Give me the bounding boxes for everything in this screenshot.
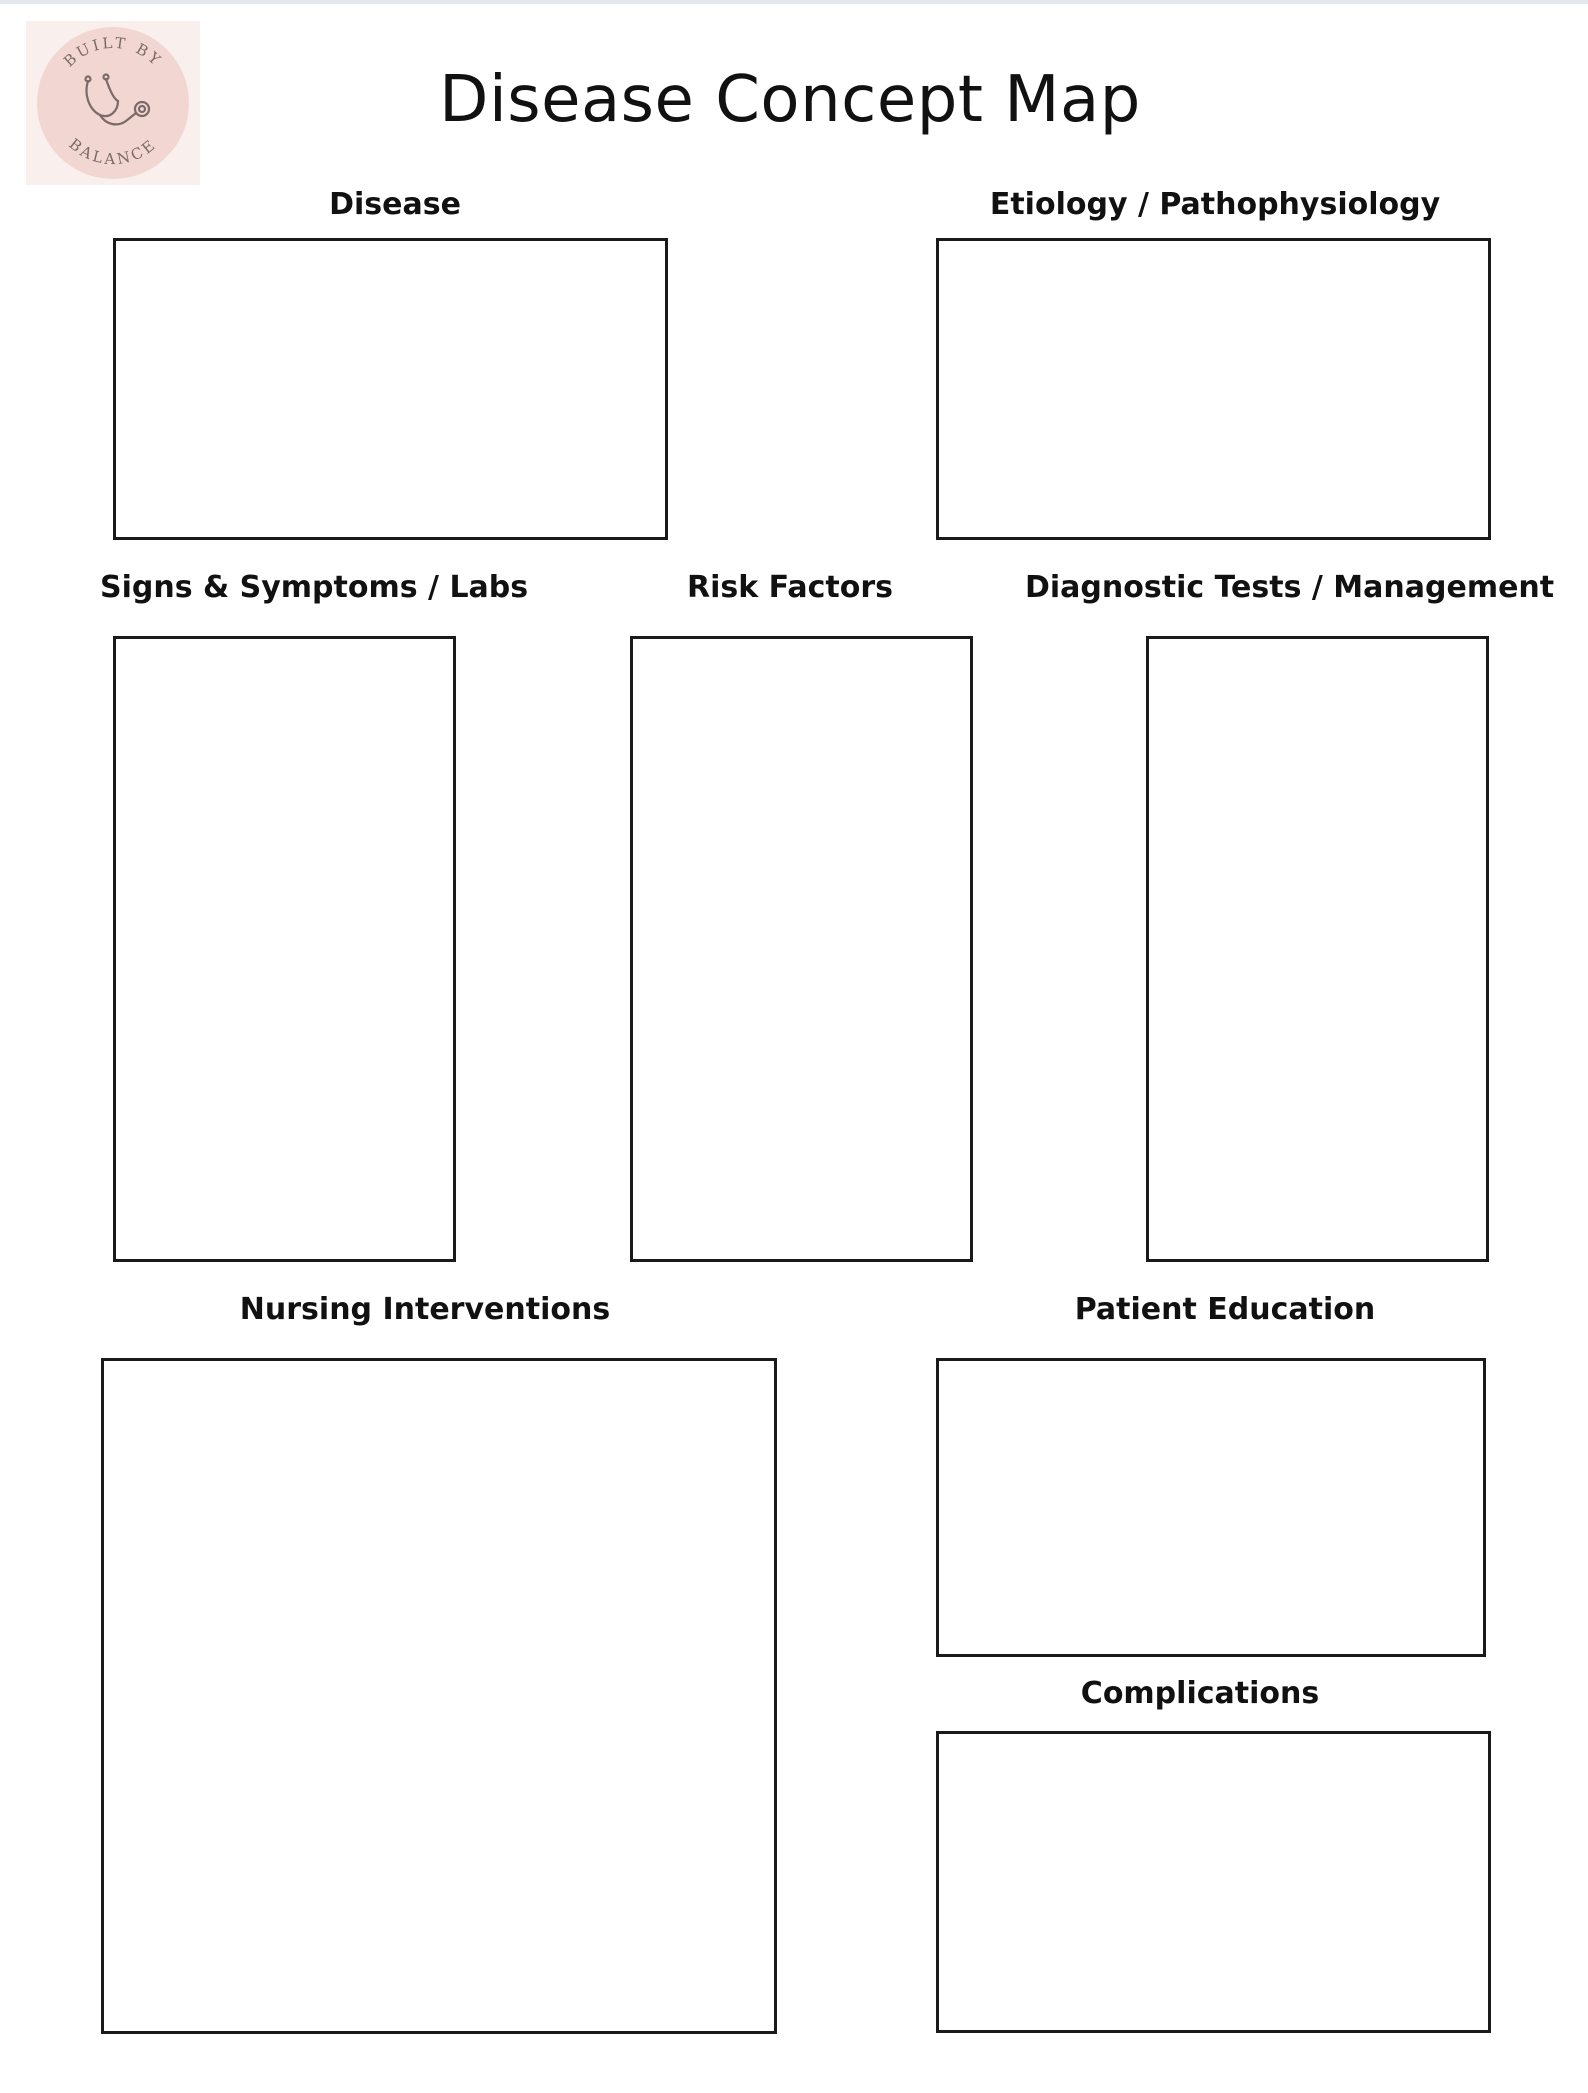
- nursing-interventions-box[interactable]: [101, 1358, 777, 2034]
- risk-factors-box[interactable]: [630, 636, 973, 1262]
- signs-symptoms-label: Signs & Symptoms / Labs: [100, 570, 529, 605]
- etiology-label: Etiology / Pathophysiology: [989, 187, 1441, 222]
- disease-box[interactable]: [113, 238, 668, 540]
- logo-text-top: BUILT BY: [60, 33, 166, 71]
- logo-text-bottom: BALANCE: [65, 134, 161, 169]
- brand-logo: [26, 21, 200, 185]
- logo-graphic: [26, 21, 200, 185]
- diagnostic-tests-box[interactable]: [1146, 636, 1489, 1262]
- top-border-strip: [0, 0, 1588, 4]
- risk-factors-label: Risk Factors: [686, 570, 893, 605]
- diagnostic-tests-label: Diagnostic Tests / Management: [1025, 570, 1555, 605]
- signs-symptoms-box[interactable]: [113, 636, 456, 1262]
- patient-education-box[interactable]: [936, 1358, 1486, 1657]
- disease-label: Disease: [329, 187, 461, 222]
- complications-label: Complications: [1080, 1676, 1320, 1711]
- complications-box[interactable]: [936, 1731, 1491, 2033]
- etiology-box[interactable]: [936, 238, 1491, 540]
- patient-education-label: Patient Education: [1074, 1292, 1376, 1327]
- page-title: Disease Concept Map: [439, 63, 1141, 137]
- nursing-interventions-label: Nursing Interventions: [239, 1292, 611, 1327]
